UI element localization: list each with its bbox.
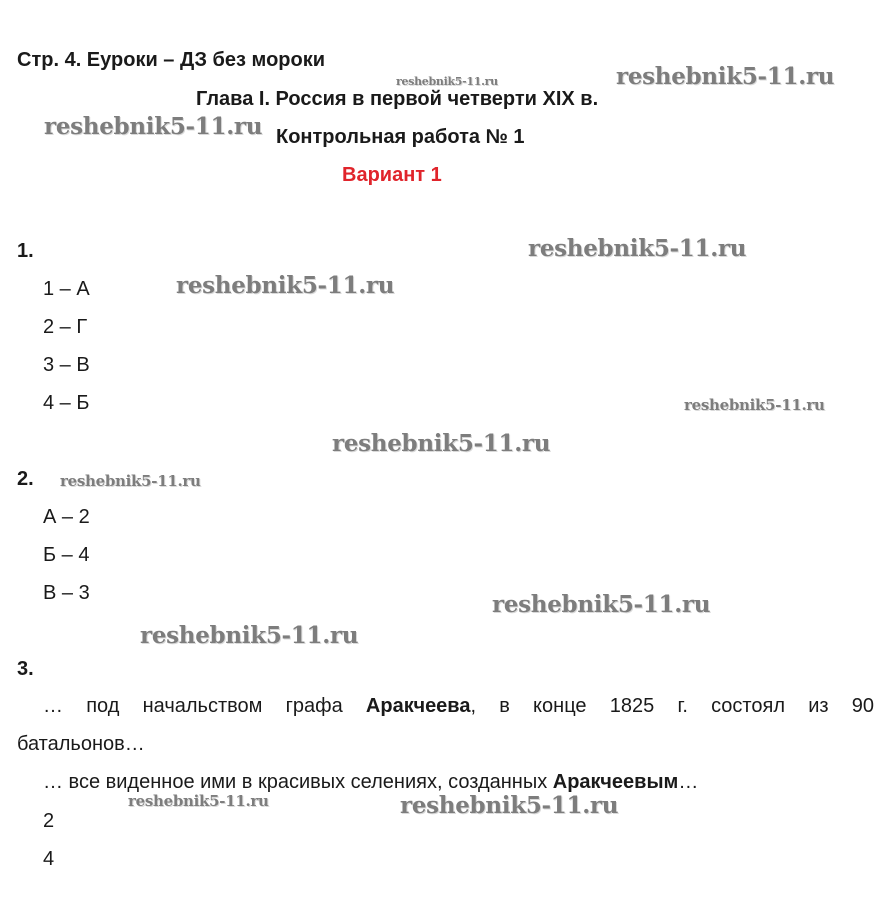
task-1-answer-1: 1 – А <box>43 278 90 300</box>
watermark: reshebnik5-11.ru <box>400 792 619 819</box>
watermark: reshebnik5-11.ru <box>332 430 551 457</box>
task-3-quote-1: … под начальством графа Аракчеева, в конце 1825 г. состоял из 90 <box>43 695 874 717</box>
variant-title: Вариант 1 <box>342 164 442 186</box>
watermark: reshebnik5-11.ru <box>176 272 395 299</box>
watermark: reshebnik5-11.ru <box>528 235 747 262</box>
watermark: reshebnik5-11.ru <box>60 472 201 490</box>
task-1-answer-2: 2 – Г <box>43 316 88 338</box>
watermark: reshebnik5-11.ru <box>616 63 835 90</box>
task-3-number: 3. <box>17 658 34 680</box>
watermark: reshebnik5-11.ru <box>44 113 263 140</box>
task-3-answer-1: 2 <box>43 810 55 832</box>
watermark: reshebnik5-11.ru <box>684 396 825 414</box>
watermark: reshebnik5-11.ru <box>492 591 711 618</box>
task-2-answer-1: А – 2 <box>43 506 90 528</box>
task-3-quote-2: … все виденное ими в красивых селениях, созданных Аракчеевым… <box>43 771 699 793</box>
watermark: reshebnik5-11.ru <box>396 75 498 88</box>
task-1-number: 1. <box>17 240 34 262</box>
chapter-title: Глава I. Россия в первой четверти XIX в. <box>196 88 599 110</box>
task-2-answer-3: В – 3 <box>43 582 90 604</box>
task-3-quote-1-continued: батальонов… <box>17 733 145 755</box>
page-reference: Стр. 4. Еуроки – ДЗ без мороки <box>17 49 326 71</box>
task-1-answer-3: 3 – В <box>43 354 90 376</box>
watermark: reshebnik5-11.ru <box>128 792 269 810</box>
watermark: reshebnik5-11.ru <box>140 622 359 649</box>
work-title: Контрольная работа № 1 <box>276 126 525 148</box>
task-3-answer-2: 4 <box>43 848 55 870</box>
task-2-number: 2. <box>17 468 34 490</box>
task-2-answer-2: Б – 4 <box>43 544 90 566</box>
task-1-answer-4: 4 – Б <box>43 392 90 414</box>
